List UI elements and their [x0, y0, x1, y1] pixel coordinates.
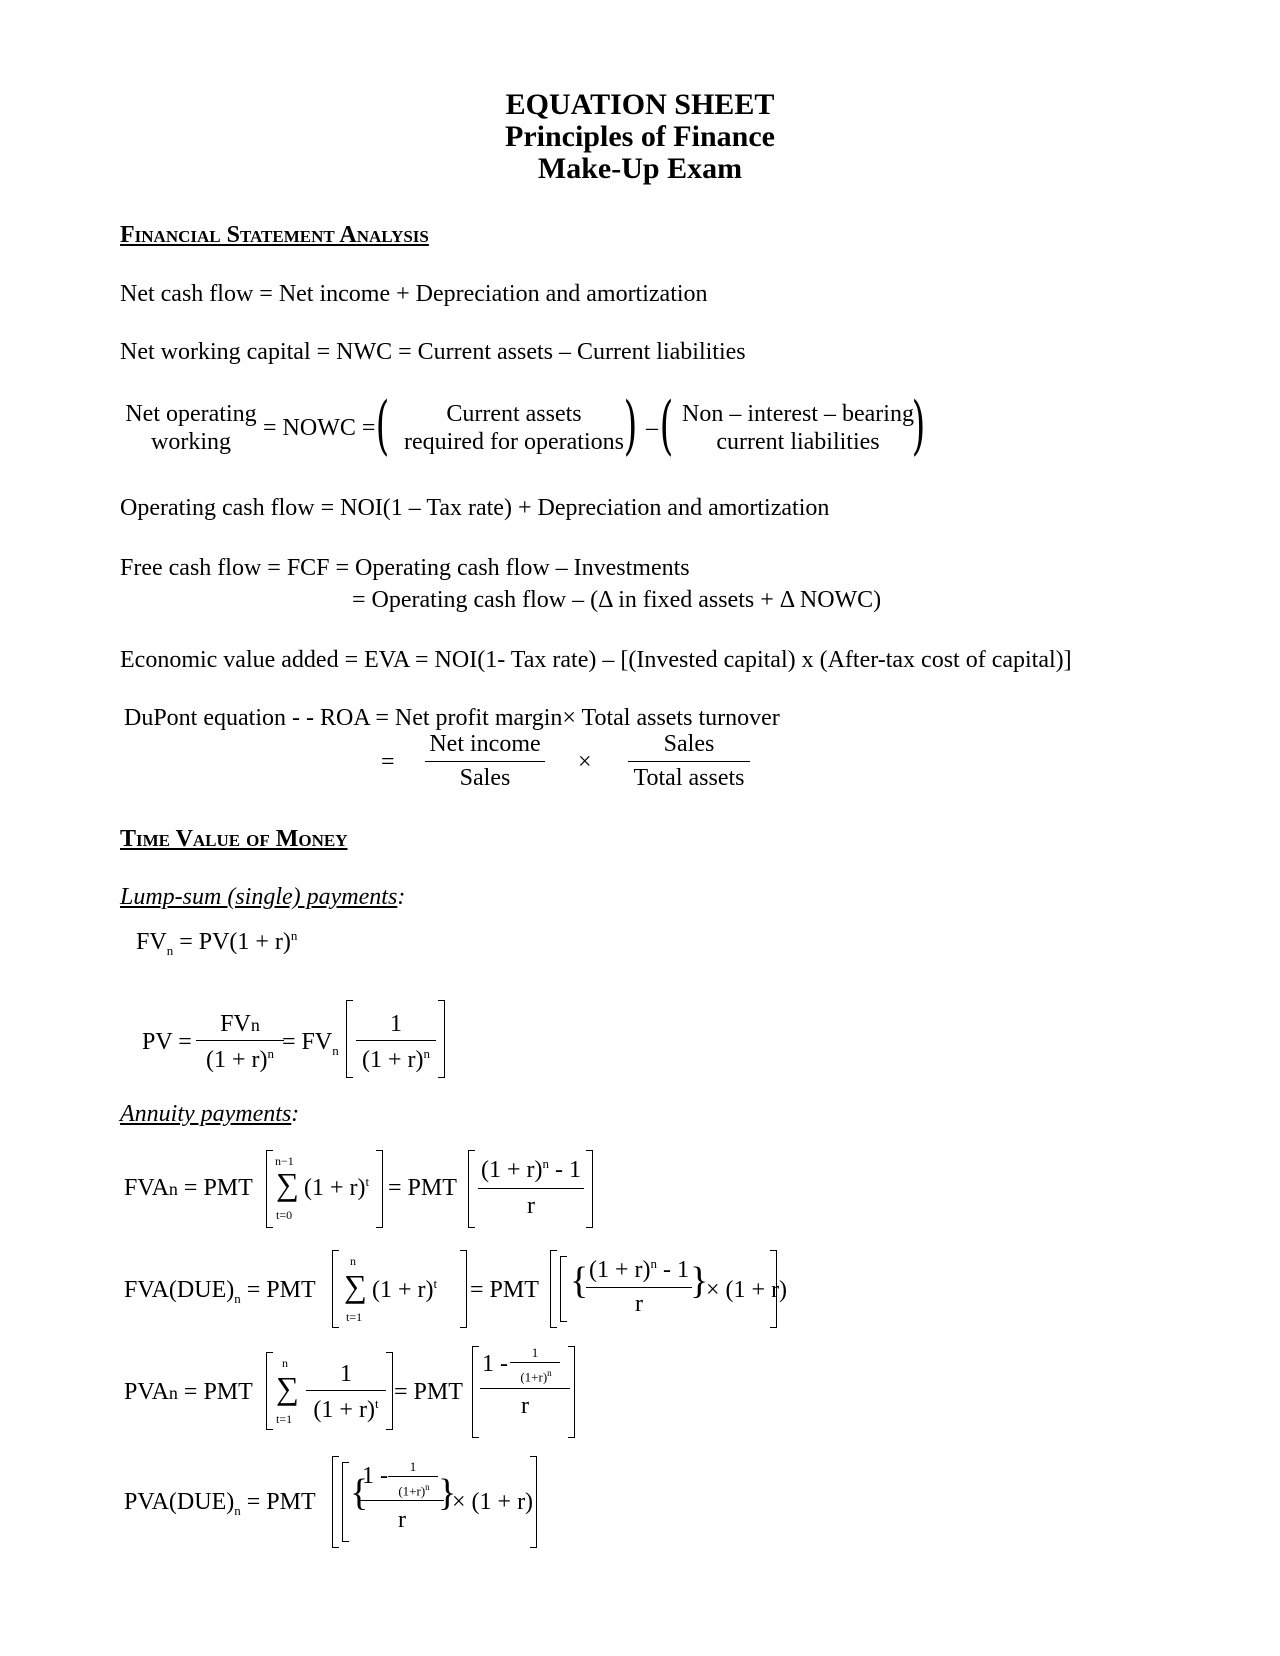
left-bracket-icon	[560, 1256, 567, 1322]
right-bracket-icon	[568, 1346, 575, 1438]
fraction-bar	[586, 1287, 692, 1288]
fraction-bar	[356, 1040, 436, 1041]
fraction-bar	[510, 1362, 560, 1363]
sigma-icon: ∑	[276, 1166, 299, 1202]
left-bracket-icon	[266, 1352, 273, 1430]
nowc-a-top: Current assets	[446, 401, 582, 427]
right-paren-icon: )	[911, 389, 926, 463]
left-bracket-icon	[346, 1000, 353, 1078]
dupont-eq: =	[381, 749, 395, 775]
section-heading-fsa: Financial Statement Analysis	[120, 222, 429, 248]
fraction-bar	[480, 1388, 570, 1389]
dupont-den1: Sales	[459, 765, 511, 791]
nwc-equation: Net working capital = NWC = Current assets – Current liabilities	[120, 339, 746, 365]
lump-sum-heading: Lump-sum (single) payments:	[120, 884, 406, 910]
right-brace-icon: }	[690, 1260, 709, 1302]
left-bracket-icon	[332, 1456, 339, 1548]
fcf-equation-line1: Free cash flow = FCF = Operating cash flow – Investments	[120, 555, 690, 581]
eva-equation: Economic value added = EVA = NOI(1- Tax rate) – [(Invested capital) x (After-tax cost of capital)]	[120, 647, 1072, 673]
nowc-label-top: Net operating	[125, 401, 257, 427]
page-title: EQUATION SHEET	[505, 88, 775, 121]
fv-lump-equation: $FV_n = PV(1 + r)^n$	[136, 928, 298, 958]
left-brace-icon: {	[350, 1472, 369, 1514]
left-bracket-icon	[550, 1250, 557, 1328]
dupont-line1: DuPont equation - - ROA = Net profit margin× Total assets turnover	[124, 705, 780, 731]
right-brace-icon: }	[438, 1472, 457, 1514]
fraction-bar	[425, 761, 545, 762]
exam-title: Make-Up Exam	[537, 152, 743, 185]
left-bracket-icon	[472, 1346, 479, 1438]
right-bracket-icon	[386, 1352, 393, 1430]
course-title: Principles of Finance	[505, 120, 775, 153]
annuity-heading: Annuity payments:	[120, 1101, 300, 1127]
dupont-num2: Sales	[663, 731, 715, 757]
sigma-icon: ∑	[276, 1370, 299, 1406]
nowc-a-bottom: required for operations	[404, 429, 624, 455]
fraction-bar	[196, 1040, 284, 1041]
sigma-icon: ∑	[344, 1268, 367, 1304]
right-bracket-icon	[586, 1150, 593, 1228]
right-bracket-icon	[770, 1250, 777, 1328]
nowc-b-top: Non – interest – bearing	[682, 401, 914, 427]
nowc-b-bottom: current liabilities	[716, 429, 880, 455]
right-paren-icon: )	[623, 389, 638, 463]
fraction-bar	[360, 1500, 444, 1501]
left-bracket-icon	[342, 1462, 349, 1542]
right-bracket-icon	[530, 1456, 537, 1548]
dupont-times: ×	[578, 749, 592, 775]
right-bracket-icon	[460, 1250, 467, 1328]
dupont-num1: Net income	[429, 731, 541, 757]
nowc-minus: –	[646, 415, 658, 441]
fraction-bar	[388, 1476, 438, 1477]
left-paren-icon: (	[659, 389, 674, 463]
fraction-bar	[628, 761, 750, 762]
nowc-label-bottom: working	[151, 429, 231, 455]
right-bracket-icon	[438, 1000, 445, 1078]
right-bracket-icon	[376, 1150, 383, 1228]
section-heading-tvm: Time Value of Money	[120, 826, 348, 852]
fraction-bar	[478, 1188, 584, 1189]
nowc-eq: = NOWC =	[263, 415, 376, 441]
ocf-equation: Operating cash flow = NOI(1 – Tax rate) + Depreciation and amortization	[120, 495, 830, 521]
left-brace-icon: {	[570, 1260, 589, 1302]
fcf-equation-line2: = Operating cash flow – (Δ in fixed assets + Δ NOWC)	[352, 587, 882, 613]
dupont-den2: Total assets	[633, 765, 745, 791]
left-bracket-icon	[332, 1250, 339, 1328]
net-cash-flow-equation: Net cash flow = Net income + Depreciation and amortization	[120, 281, 708, 307]
left-paren-icon: (	[375, 389, 390, 463]
left-bracket-icon	[266, 1150, 273, 1228]
fraction-bar	[306, 1390, 386, 1391]
left-bracket-icon	[468, 1150, 475, 1228]
